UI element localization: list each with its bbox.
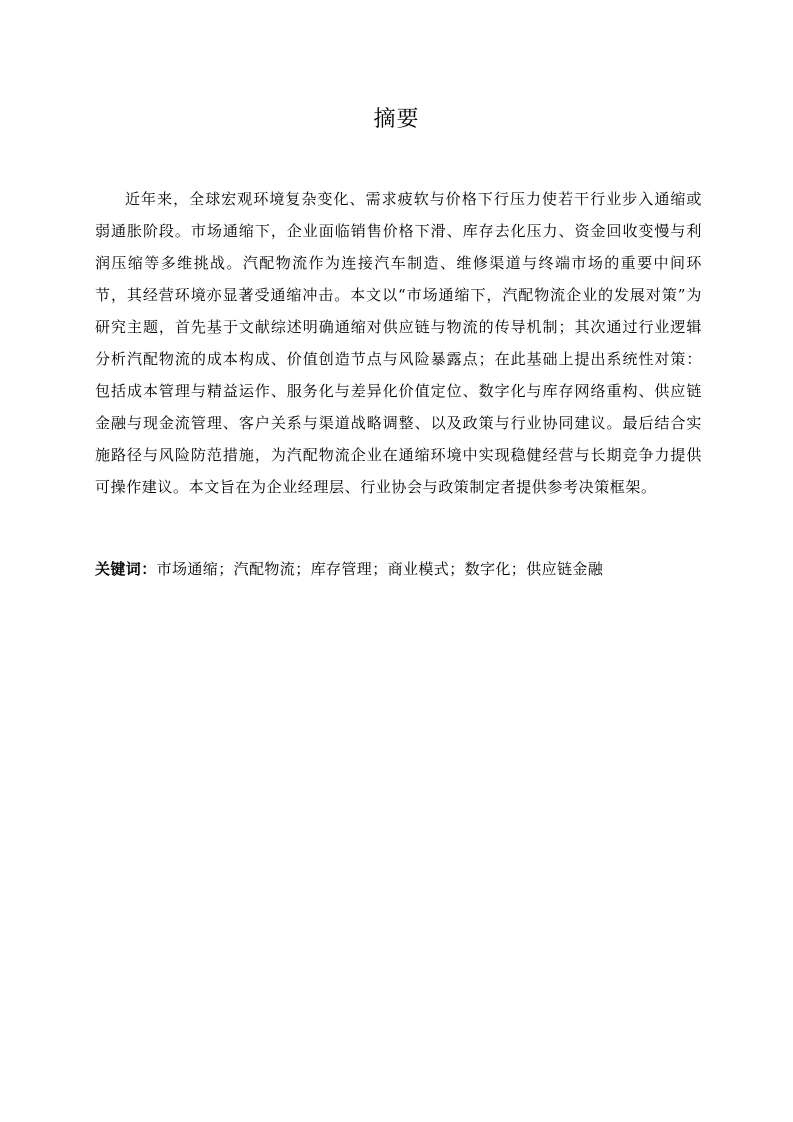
abstract-body: 近年来，全球宏观环境复杂变化、需求疲软与价格下行压力使若干行业步入通缩或弱通胀阶段。市场通缩下，企业面临销售价格下滑、库存去化压力、资金回收变慢与利润压缩等多维挑战。汽配物流作为连接汽车制造、维修渠道与终端市场的重要中间环节，其经营环境亦显著受通缩冲击。本文以“市场通缩下，汽配物流企业的发展对策”为研究主题，首先基于文献综述明确通缩对供应链与物流的传导机制；其次通过行业逻辑分析汽配物流的成本构成、价值创造节点与风险暴露点；在此基础上提出系统性对策：包括成本管理与精益运作、服务化与差异化价值定位、数字化与库存网络重构、供应链金融与现金流管理、客户关系与渠道战略调整、以及政策与行业协同建议。最后结合实施路径与风险防范措施，为汽配物流企业在通缩环境中实现稳健经营与长期竞争力提供可操作建议。本文旨在为企业经理层、行业协会与政策制定者提供参考决策框架。 [95, 190, 702, 496]
keywords-line [95, 555, 702, 583]
keywords-list: 市场通缩；汽配物流；库存管理；商业模式；数字化；供应链金融 [156, 560, 604, 578]
keywords-label: 关键词： [95, 560, 157, 578]
abstract-title: 摘要 [373, 107, 420, 132]
